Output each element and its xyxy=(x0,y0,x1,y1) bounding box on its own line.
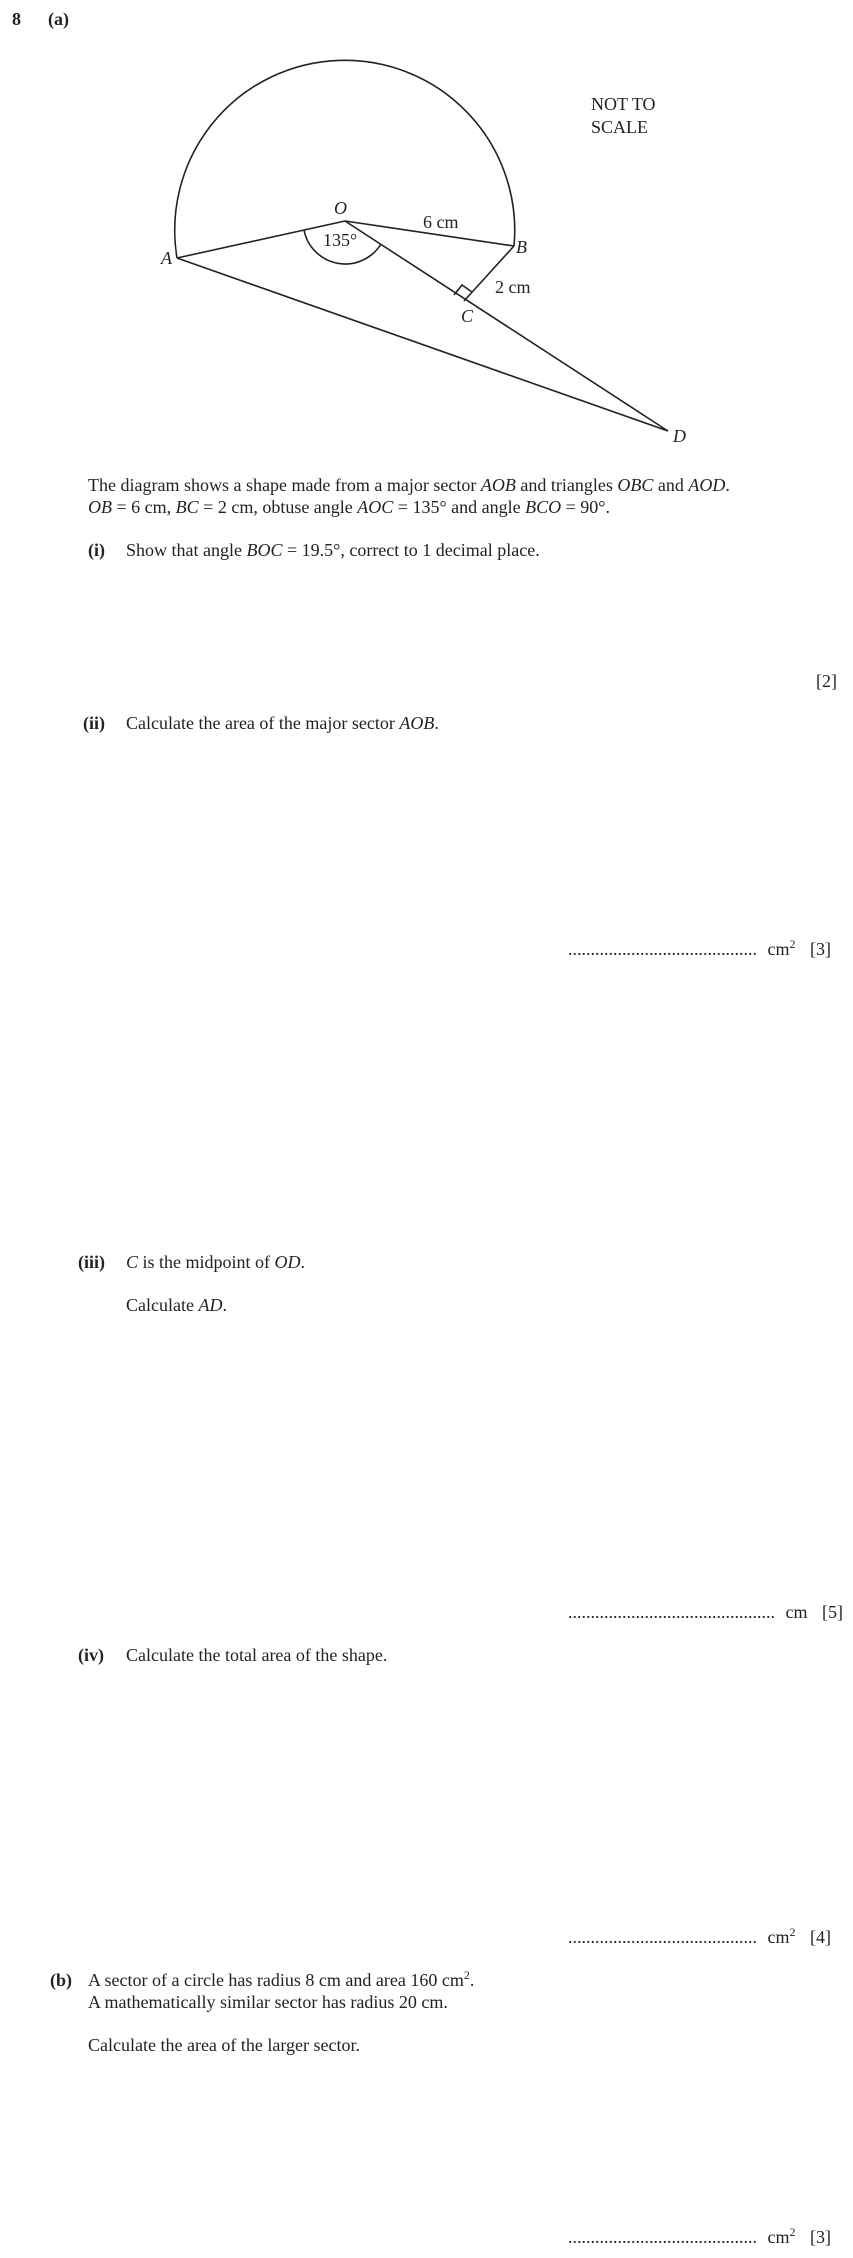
label-angle-135: 135° xyxy=(323,230,358,250)
part-i-label: (i) xyxy=(88,540,105,560)
part-b-line-3: Calculate the area of the larger sector. xyxy=(88,2035,361,2055)
answer-line[interactable]: .............................................. xyxy=(568,1602,775,1622)
part-iii-text: C is the midpoint of OD. xyxy=(126,1252,306,1272)
part-iii-label: (iii) xyxy=(78,1252,105,1272)
part-ii-text: Calculate the area of the major sector AOB. xyxy=(126,713,439,733)
label-OB-length: 6 cm xyxy=(423,212,459,232)
part-b-label: (b) xyxy=(50,1970,72,1990)
label-O: O xyxy=(334,198,347,218)
marks: [4] xyxy=(810,1927,831,1947)
part-iii-answer-row: .............................................. cm [5] xyxy=(568,1602,843,1622)
marks: [3] xyxy=(810,2227,831,2247)
major-arc xyxy=(175,60,515,258)
part-iv-label: (iv) xyxy=(78,1645,104,1665)
part-ii-label: (ii) xyxy=(83,713,105,733)
part-i-text: Show that angle BOC = 19.5°, correct to 1 decimal place. xyxy=(126,540,540,560)
part-i-marks: [2] xyxy=(816,671,837,691)
radius-OA xyxy=(177,221,345,258)
question-number: 8 xyxy=(12,9,21,29)
intro-line-1: The diagram shows a shape made from a major sector AOB and triangles OBC and AOD. xyxy=(88,475,730,495)
part-iv-text: Calculate the total area of the shape. xyxy=(126,1645,388,1665)
answer-line[interactable]: .......................................... xyxy=(568,939,757,959)
part-b-answer-row: .......................................... $cm^2$ [3] xyxy=(568,2225,831,2247)
part-a-label: (a) xyxy=(48,9,69,29)
label-C: C xyxy=(461,306,474,326)
line-OD xyxy=(345,221,668,431)
marks: [3] xyxy=(810,939,831,959)
label-A: A xyxy=(161,248,172,268)
part-ii-answer-row: .......................................... $cm^2$ [3] xyxy=(568,937,831,959)
part-iv-answer-row: .......................................... $cm^2$ [4] xyxy=(568,1925,831,1947)
label-not-to-scale-2: SCALE xyxy=(591,117,649,137)
marks: [5] xyxy=(822,1602,843,1622)
part-b-line-1: A sector of a circle has radius 8 cm and area 160 $cm^2$. xyxy=(88,1968,475,1990)
label-BC-length: 2 cm xyxy=(495,277,531,297)
label-B: B xyxy=(516,237,527,257)
label-not-to-scale-1: NOT TO xyxy=(591,94,656,114)
answer-line[interactable]: .......................................... xyxy=(568,2227,757,2247)
part-iii-text-2: Calculate AD. xyxy=(126,1295,227,1315)
answer-line[interactable]: .......................................... xyxy=(568,1927,757,1947)
line-AD xyxy=(177,258,668,431)
geometry-diagram xyxy=(0,0,853,460)
intro-line-2: OB = 6 cm, BC = 2 cm, obtuse angle AOC = 135° and angle BCO = 90°. xyxy=(88,497,610,517)
part-b-line-2: A mathematically similar sector has radius 20 cm. xyxy=(88,1992,448,2012)
label-D: D xyxy=(673,426,686,446)
